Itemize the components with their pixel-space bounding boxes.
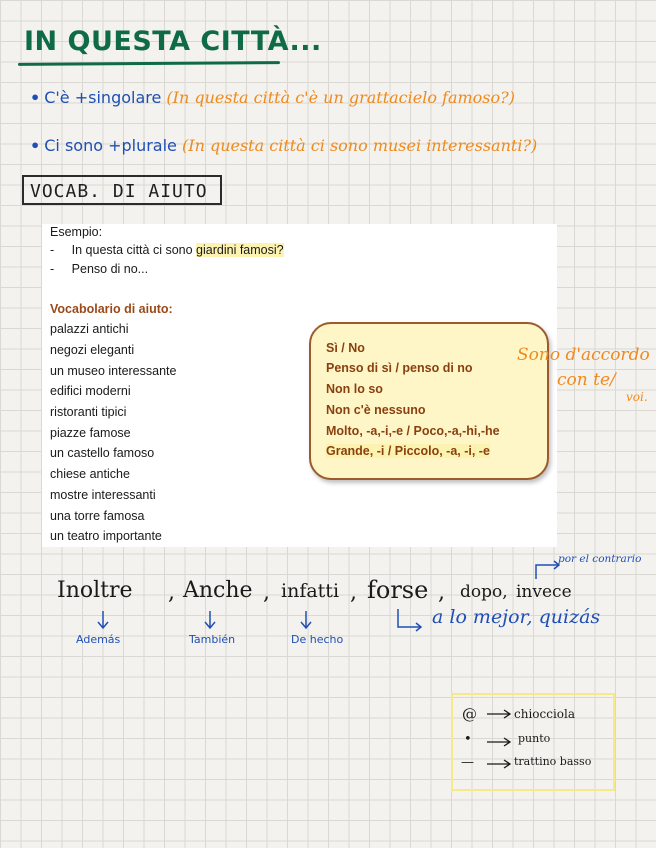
vocab-item: una torre famosa — [50, 509, 145, 523]
down-arrow-icon — [299, 610, 313, 630]
bubble-phrase: Molto, -a,-i,-e / Poco,-a,-hi,-he — [326, 424, 500, 438]
side-note-line: con te/ — [557, 370, 616, 390]
vocab-item: piazze famose — [50, 426, 131, 440]
connector-word: Inoltre — [57, 578, 133, 603]
vocab-box-label: VOCAB. DI AIUTO — [22, 175, 222, 205]
bubble-phrase — [326, 444, 490, 458]
connector-word: forse — [367, 576, 429, 604]
highlighted-text: giardini famosi? — [196, 243, 284, 257]
symbol-char: — — [461, 755, 474, 770]
right-arrow-icon — [486, 736, 512, 748]
comma: , — [438, 580, 445, 605]
right-arrow-icon — [486, 758, 512, 770]
symbol-char: @ — [462, 705, 477, 723]
vocab-item: un teatro importante — [50, 529, 162, 543]
bullet: • — [30, 136, 41, 155]
page-title: IN QUESTA CITTÀ... — [24, 26, 322, 57]
rule-ci-sono — [30, 136, 537, 155]
symbol-name: trattino basso — [514, 755, 592, 768]
right-arrow-icon — [486, 708, 512, 720]
bubble-phrase: Sì / No — [326, 341, 365, 355]
symbol-name: chiocciola — [514, 707, 576, 721]
dash: - — [50, 243, 55, 257]
symbol-name: punto — [518, 732, 551, 745]
vocab-item: un museo interessante — [50, 364, 177, 378]
rule-ce — [30, 88, 515, 107]
down-arrow-icon — [96, 610, 110, 630]
bubble-phrase: Non c'è nessuno — [326, 403, 426, 417]
connector-word: Anche — [183, 578, 253, 603]
vocab-item: chiese antiche — [50, 467, 130, 481]
rule-key: C'è +singolare — [44, 88, 162, 107]
comma: , — [168, 580, 175, 605]
title-underline — [18, 61, 280, 66]
example-text: Penso di no... — [71, 262, 149, 276]
connector-word: infatti — [281, 580, 340, 602]
example-line — [50, 262, 148, 276]
example-line — [50, 243, 284, 257]
bullet: • — [30, 88, 41, 107]
side-note-line: Sono d'accordo — [517, 345, 650, 365]
rule-example: (In questa città ci sono musei interessanti?) — [182, 136, 538, 155]
vocab-item: ristoranti tipici — [50, 405, 127, 419]
bubble-phrase: Penso di sì / penso di no — [326, 361, 473, 375]
translation-label: También — [189, 633, 236, 646]
down-arrow-icon — [203, 610, 217, 630]
translation-label: De hecho — [291, 633, 344, 646]
dash: - — [50, 262, 55, 276]
comma: , — [350, 580, 357, 605]
example-text: In questa città ci sono — [71, 243, 197, 257]
comma: , — [263, 580, 270, 605]
vocab-item: palazzi antichi — [50, 322, 129, 336]
vocab-item: negozi eleganti — [50, 343, 135, 357]
curved-arrow-icon — [394, 607, 424, 633]
vocab-item: un castello famoso — [50, 446, 155, 460]
connector-word: dopo, — [460, 582, 508, 602]
esempio-label: Esempio: — [50, 225, 103, 239]
bubble-phrase: Non lo so — [326, 382, 383, 396]
side-note-line: voi. — [626, 390, 648, 404]
vocab-heading: Vocabolario di aiuto: — [50, 302, 173, 316]
translation-label: Además — [76, 633, 121, 646]
vocab-item: mostre interessanti — [50, 488, 156, 502]
forse-translation: a lo mejor, quizás — [432, 606, 601, 628]
highlighted-phrase: Grande, -i / Piccolo, -a, -i, -e — [326, 444, 490, 458]
vocab-item: edifici moderni — [50, 384, 131, 398]
symbol-char: • — [464, 732, 472, 747]
rule-example: (In questa città c'è un grattacielo famoso?) — [166, 88, 515, 107]
connector-word: invece — [516, 582, 572, 602]
invece-translation: por el contrario — [558, 553, 642, 565]
rule-key: Ci sono +plurale — [44, 136, 177, 155]
